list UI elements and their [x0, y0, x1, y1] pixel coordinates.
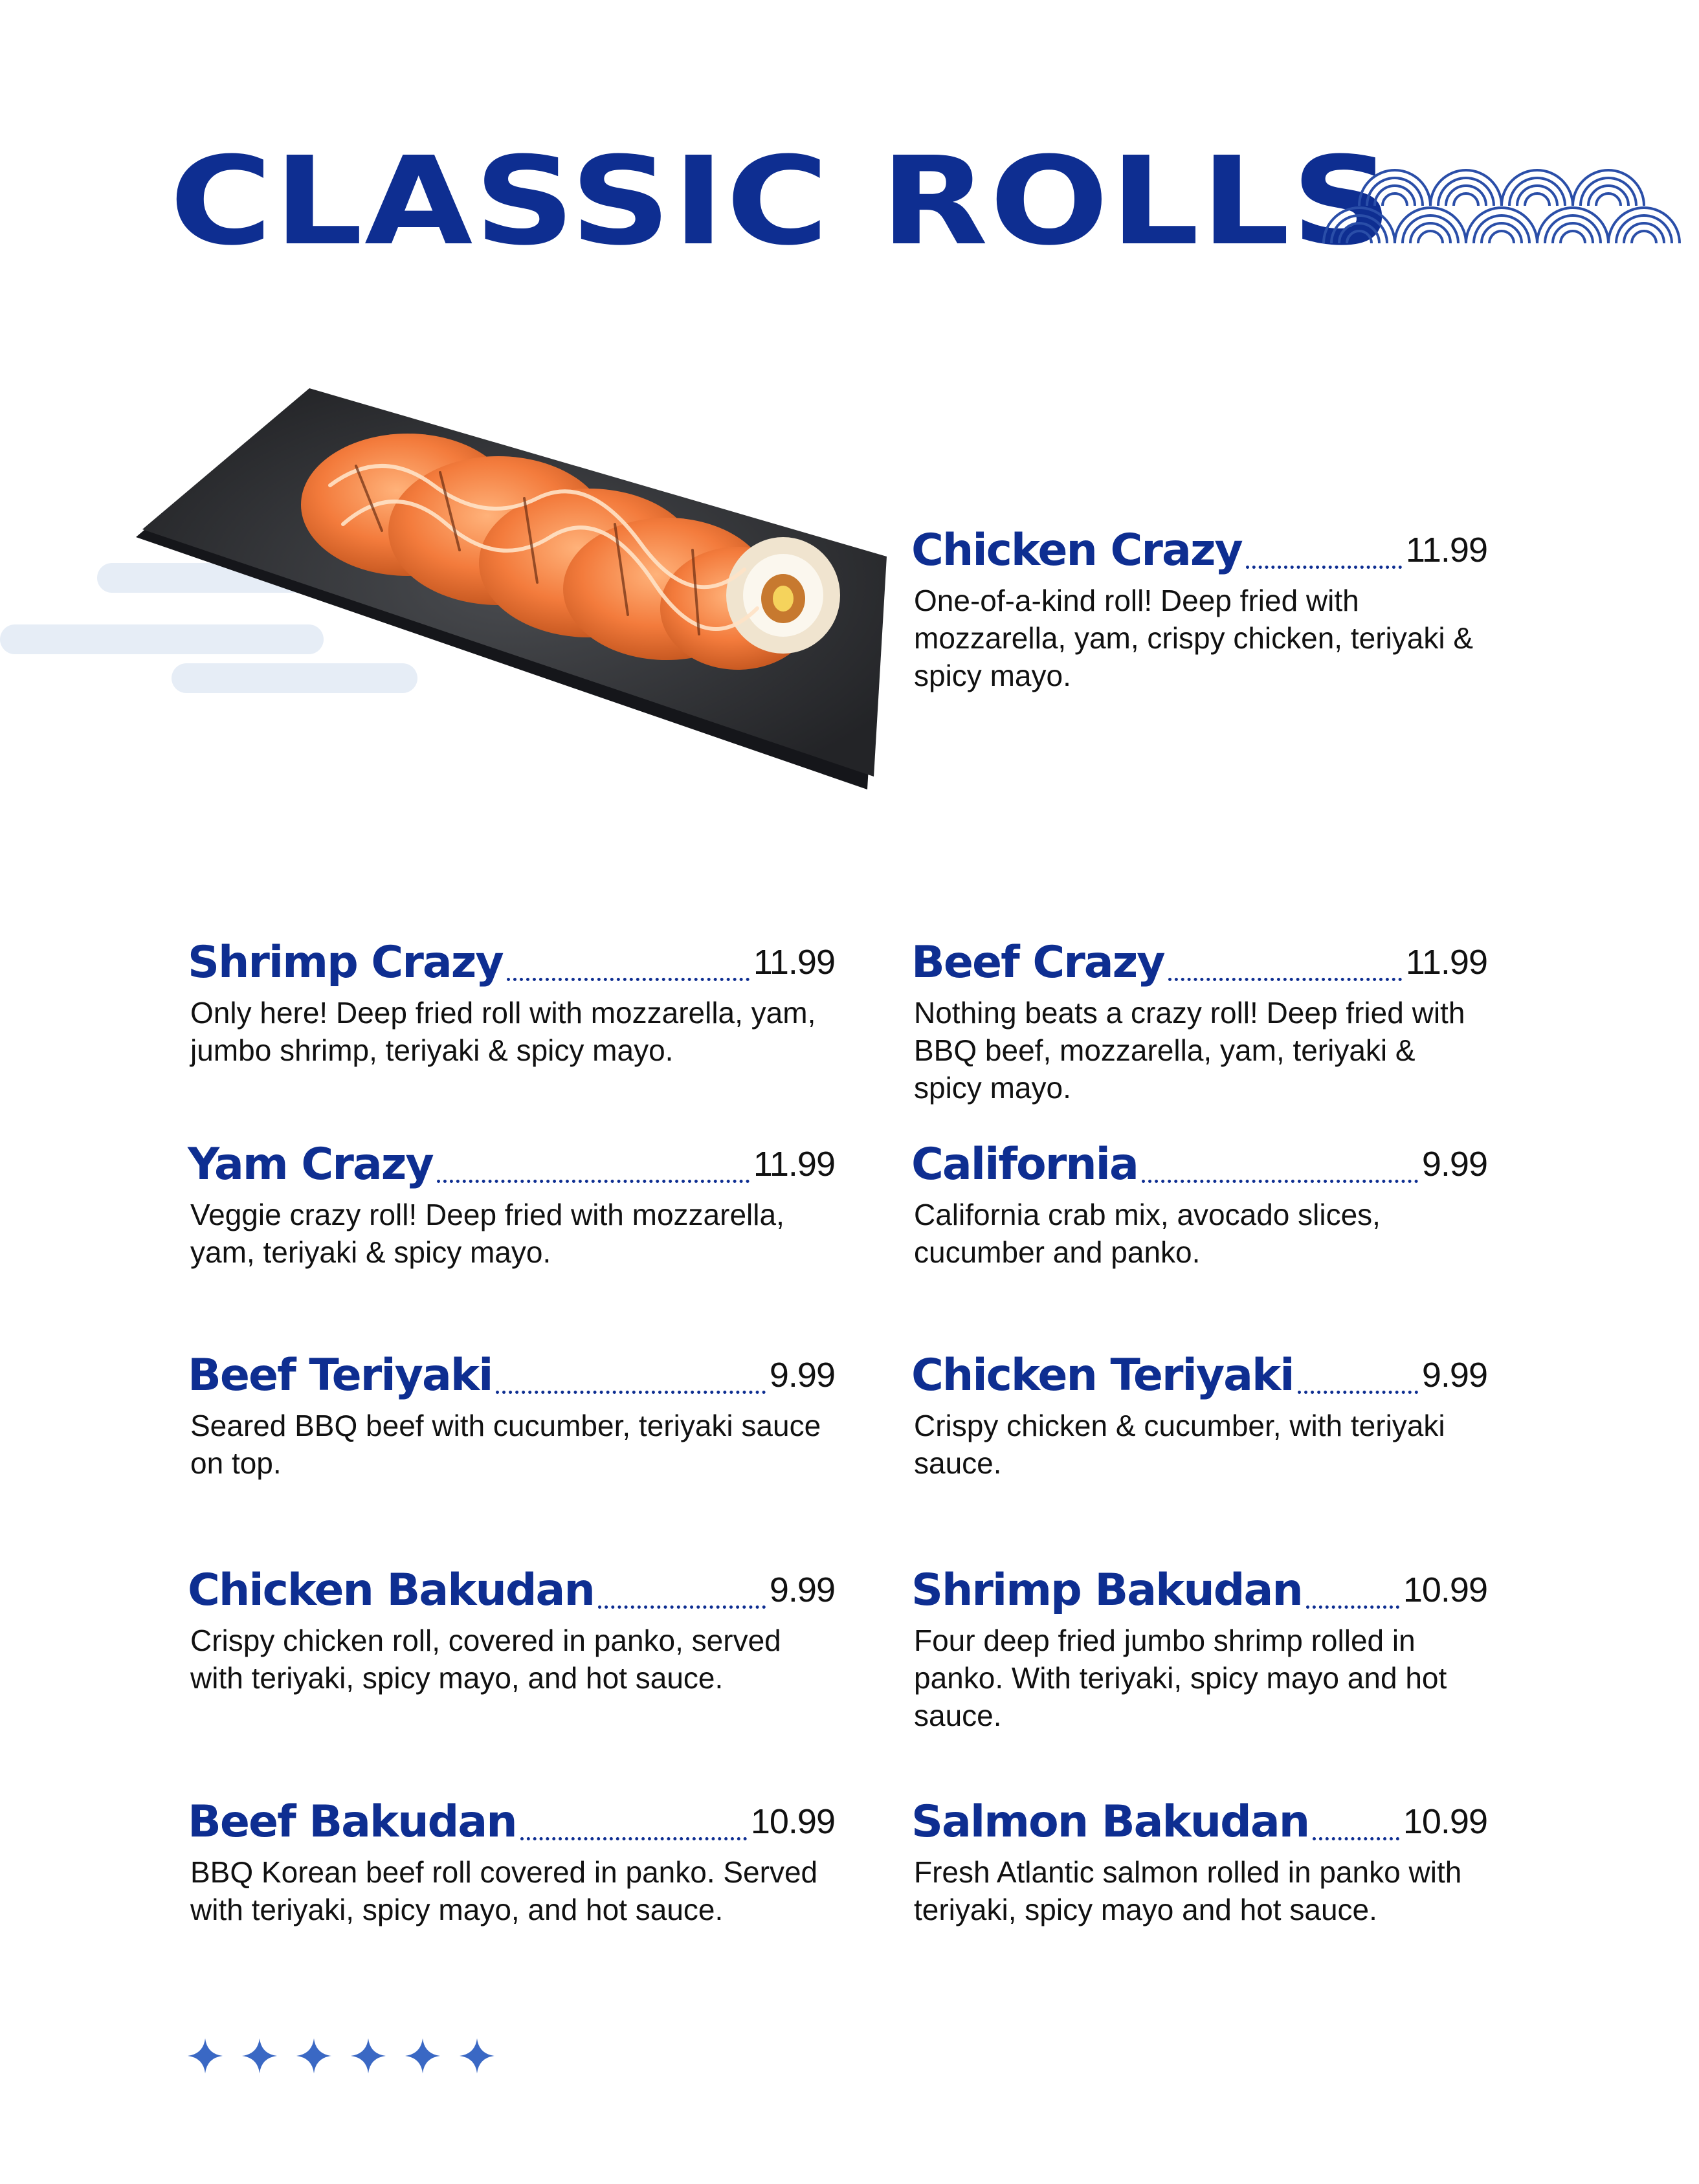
item-description: Fresh Atlantic salmon rolled in panko with teriyaki, spicy mayo and hot sauce. [914, 1855, 1462, 1926]
item-name: Beef Teriyaki [188, 1350, 493, 1401]
item-description: Only here! Deep fried roll with mozzarella, yam, jumbo shrimp, teriyaki & spicy mayo. [190, 996, 816, 1067]
dot-leader [496, 1391, 766, 1394]
item-price: 11.99 [1405, 943, 1487, 982]
menu-item [911, 927, 1487, 1107]
item-name: California [911, 1139, 1138, 1190]
star-icon [296, 2038, 331, 2073]
item-price: 11.99 [753, 943, 835, 982]
dot-leader [1298, 1391, 1418, 1394]
item-description: Seared BBQ beef with cucumber, teriyaki sauce on top. [190, 1409, 821, 1480]
item-description: Four deep fried jumbo shrimp rolled in panko. With teriyaki, spicy mayo and hot sauce. [914, 1624, 1447, 1732]
dot-leader [1306, 1605, 1399, 1609]
wave-pattern-icon [1320, 167, 1699, 245]
star-icon [351, 2038, 386, 2073]
star-icon [242, 2038, 277, 2073]
menu-item [188, 927, 835, 1069]
item-price: 10.99 [1403, 1571, 1487, 1609]
item-price: 9.99 [769, 1571, 835, 1609]
menu-item-featured [911, 514, 1487, 694]
item-description: BBQ Korean beef roll covered in panko. Served with teriyaki, spicy mayo, and hot sauce. [190, 1855, 818, 1926]
item-name: Salmon Bakudan [911, 1796, 1309, 1848]
item-name: Chicken Crazy [911, 525, 1242, 576]
star-icon [188, 2038, 223, 2073]
item-description: Nothing beats a crazy roll! Deep fried with BBQ beef, mozzarella, yam, teriyaki & spicy mayo. [914, 996, 1465, 1105]
item-name: Chicken Bakudan [188, 1565, 594, 1616]
item-name: Beef Crazy [911, 937, 1164, 988]
item-price: 10.99 [750, 1802, 835, 1841]
item-price: 11.99 [753, 1145, 835, 1184]
item-price: 9.99 [769, 1356, 835, 1395]
menu-item [911, 1340, 1487, 1482]
page-title: CLASSIC ROLLS [170, 131, 1394, 272]
item-name: Beef Bakudan [188, 1796, 516, 1848]
star-icon [405, 2038, 440, 2073]
dot-leader [507, 978, 750, 981]
item-name: Chicken Teriyaki [911, 1350, 1294, 1401]
dot-leader [437, 1180, 750, 1183]
dot-leader [598, 1605, 766, 1609]
item-description: California crab mix, avocado slices, cucumber and panko. [914, 1198, 1381, 1269]
menu-item [188, 1340, 835, 1482]
dot-leader [1142, 1180, 1418, 1183]
item-price: 10.99 [1403, 1802, 1487, 1841]
sushi-photo [136, 375, 913, 815]
item-name: Shrimp Crazy [188, 937, 503, 988]
menu-item [911, 1786, 1487, 1928]
item-name: Yam Crazy [188, 1139, 433, 1190]
item-name: Shrimp Bakudan [911, 1565, 1302, 1616]
menu-item [188, 1554, 835, 1697]
item-price: 11.99 [1405, 531, 1487, 569]
item-price: 9.99 [1421, 1356, 1487, 1395]
dot-leader [520, 1837, 747, 1840]
menu-item [188, 1129, 835, 1271]
star-icon [460, 2038, 494, 2073]
menu-item [911, 1129, 1487, 1271]
menu-item [911, 1554, 1487, 1734]
dot-leader [1313, 1837, 1399, 1840]
dot-leader [1246, 566, 1402, 569]
dot-leader [1168, 978, 1402, 981]
item-price: 9.99 [1421, 1145, 1487, 1184]
menu-item [188, 1786, 835, 1928]
item-description: Crispy chicken roll, covered in panko, served with teriyaki, spicy mayo, and hot sauce. [190, 1624, 781, 1695]
item-description: Crispy chicken & cucumber, with teriyaki sauce. [914, 1409, 1445, 1480]
item-description: Veggie crazy roll! Deep fried with mozzarella, yam, teriyaki & spicy mayo. [190, 1198, 784, 1269]
item-description: One-of-a-kind roll! Deep fried with mozzarella, yam, crispy chicken, teriyaki & spicy mayo. [914, 584, 1474, 692]
star-row [188, 2038, 494, 2073]
